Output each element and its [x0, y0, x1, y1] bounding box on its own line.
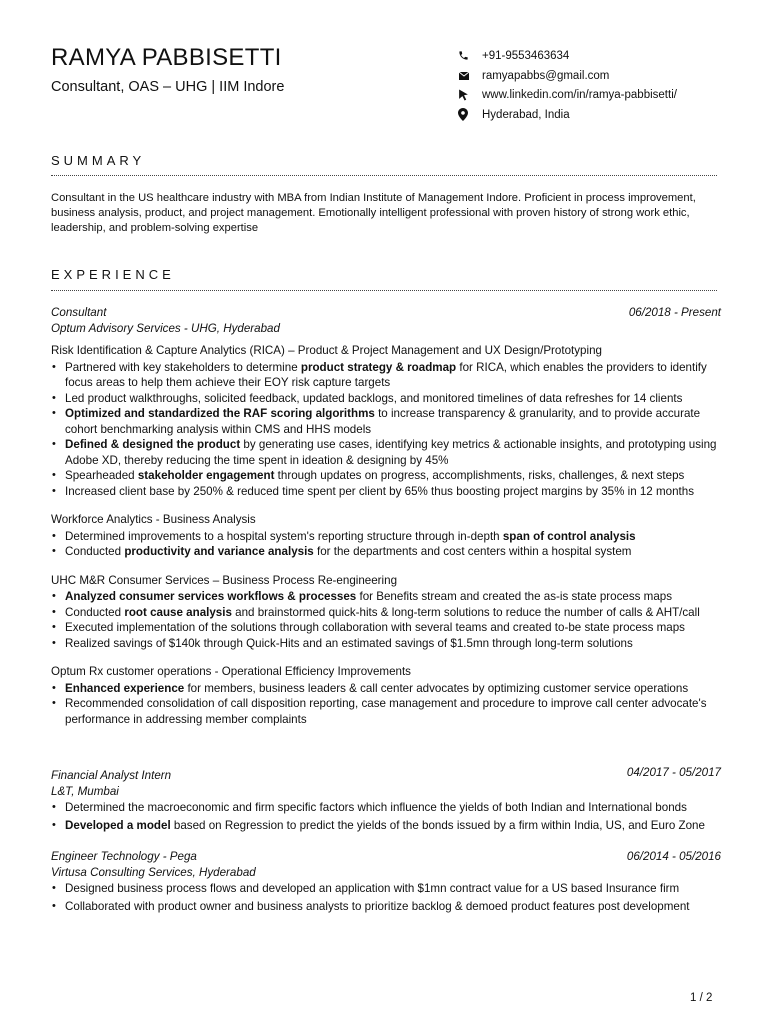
project-title: UHC M&R Consumer Services – Business Process Re-engineering	[51, 573, 398, 587]
list-item: • Defined & designed the product by generating use cases, identifying key metrics & actionable insights, and prototyping using Adobe XD, thereby reducing the time spent in ideation & designing by 45%	[51, 437, 721, 468]
job-dates: 06/2014 - 05/2016	[626, 850, 721, 863]
job-role: Engineer Technology - Pega	[51, 850, 197, 863]
job-role: Financial Analyst Intern	[51, 769, 172, 782]
list-item: • Determined improvements to a hospital system's reporting structure through in-depth span of control analysis	[51, 529, 721, 545]
summary-divider	[51, 175, 717, 176]
summary-heading: SUMMARY	[51, 153, 146, 168]
job-company: Virtusa Consulting Services, Hyderabad	[51, 866, 256, 879]
list-item: • Spearheaded stakeholder engagement through updates on progress, accomplishments, risks, challenges, & next steps	[51, 468, 721, 484]
phone-icon	[458, 50, 482, 61]
summary-text: Consultant in the US healthcare industry with MBA from Indian Institute of Management Indore. Proficient in process improvement, business analysis, product, and project management. Emotionally intelligent professional with proven history of strong work ethic, leadership, and problem-solving expertise	[51, 192, 696, 234]
list-item: • Enhanced experience for members, business leaders & call center advocates by optimizing customer service operations	[51, 681, 721, 697]
list-item: • Recommended consolidation of call disposition reporting, case management and procedure to improve call center advocate's performance in addressing member complaints	[51, 696, 721, 727]
contact-location-text: Hyderabad, India	[482, 108, 570, 121]
job-dates: 04/2017 - 05/2017	[626, 766, 721, 779]
list-item: • Partnered with key stakeholders to determine product strategy & roadmap for RICA, which enables the providers to identify focus areas to help them achieve their EOY risk capture targets	[51, 360, 721, 391]
experience-heading: EXPERIENCE	[51, 267, 175, 282]
list-item: • Executed implementation of the solutions through collaboration with several teams and created to-be state process maps	[51, 620, 721, 636]
job-consultant	[51, 305, 721, 727]
cursor-icon	[458, 89, 482, 101]
contact-location	[458, 105, 677, 125]
list-item: • Analyzed consumer services workflows & processes for Benefits stream and created the as-is state process maps	[51, 589, 721, 605]
project-title: Workforce Analytics - Business Analysis	[51, 513, 256, 526]
list-item: • Conducted root cause analysis and brainstormed quick-hits & long-term solutions to reduce the number of calls & AHT/call	[51, 605, 721, 621]
contact-linkedin	[458, 85, 677, 105]
job-company: Optum Advisory Services - UHG, Hyderabad	[51, 322, 280, 335]
candidate-subtitle: Consultant, OAS – UHG | IIM Indore	[51, 79, 285, 95]
job-header	[51, 305, 721, 321]
contact-linkedin-text[interactable]: www.linkedin.com/in/ramya-pabbisetti/	[482, 89, 677, 102]
bullet-list	[51, 360, 721, 500]
list-item: • Collaborated with product owner and business analysts to prioritize backlog & demoed product features post development	[51, 899, 721, 915]
location-pin-icon	[458, 108, 482, 121]
bullet-list	[51, 881, 721, 914]
candidate-name: RAMYA PABBISETTI	[51, 44, 282, 71]
job-dates: 06/2018 - Present	[628, 306, 721, 319]
job-header	[51, 849, 721, 865]
list-item: • Realized savings of $140k through Quick-Hits and an estimated savings of $1.5mn through long-term solutions	[51, 636, 721, 652]
list-item: • Led product walkthroughs, solicited feedback, updated backlogs, and monitored timelines of data refreshes for 14 clients	[51, 391, 721, 407]
contact-email	[458, 66, 677, 86]
bullet-list	[51, 529, 721, 560]
list-item: • Increased client base by 250% & reduced time spent per client by 65% thus boosting project margins by 35% in 12 months	[51, 484, 721, 500]
project-title: Risk Identification & Capture Analytics (RICA) – Product & Project Management and UX Design/Prototyping	[51, 344, 602, 357]
contact-email-text[interactable]: ramyapabbs@gmail.com	[482, 69, 610, 82]
job-engineer-technology	[51, 849, 721, 914]
page-number: 1 / 2	[690, 992, 713, 1004]
list-item: • Optimized and standardized the RAF scoring algorithms to increase transparency & granularity, and to provide accurate cohort benchmarking analysis within CMS and HHS models	[51, 406, 721, 437]
job-role: Consultant	[51, 306, 107, 319]
contact-list	[458, 46, 677, 125]
list-item: • Conducted productivity and variance analysis for the departments and cost centers within a hospital system	[51, 544, 721, 560]
project-title: Optum Rx customer operations - Operational Efficiency Improvements	[51, 665, 411, 678]
list-item: • Developed a model based on Regression to predict the yields of the bonds issued by a firm within India, US, and Euro Zone	[51, 818, 721, 834]
job-header	[51, 765, 721, 784]
bullet-list	[51, 800, 721, 833]
experience-divider	[51, 290, 717, 291]
job-company: L&T, Mumbai	[51, 785, 119, 798]
contact-phone-text: +91-9553463634	[482, 49, 570, 62]
bullet-list	[51, 589, 721, 651]
bullet-list	[51, 681, 721, 728]
job-financial-analyst-intern	[51, 765, 721, 833]
list-item: • Designed business process flows and developed an application with $1mn contract value for a US based Insurance firm	[51, 881, 721, 897]
contact-phone	[458, 46, 677, 66]
email-icon	[458, 71, 482, 81]
list-item: • Determined the macroeconomic and firm specific factors which influence the yields of both Indian and International bonds	[51, 800, 721, 816]
